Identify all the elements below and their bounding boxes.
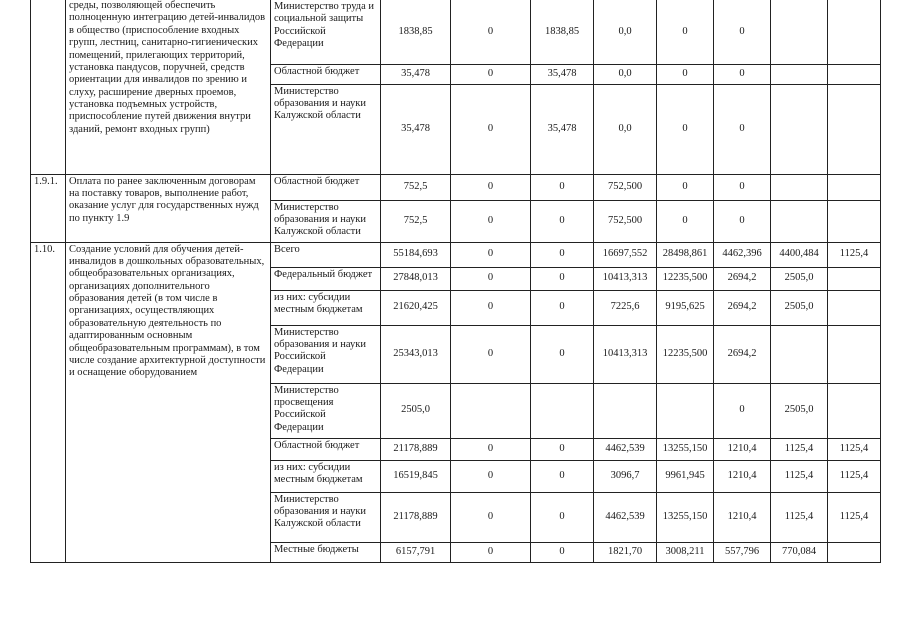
- value-cell: 0: [657, 64, 714, 84]
- funding-source: Министерство образования и науки Калужской области: [271, 84, 381, 174]
- value-cell: 0: [657, 174, 714, 200]
- budget-table-page: [30, 0, 881, 563]
- value-cell: 1838,85: [381, 0, 451, 64]
- value-cell: [828, 325, 881, 383]
- value-cell: 0: [714, 383, 771, 438]
- value-cell: 0: [657, 0, 714, 64]
- value-cell: 0: [451, 325, 531, 383]
- value-cell: [657, 383, 714, 438]
- value-cell: [531, 383, 594, 438]
- value-cell: 3096,7: [594, 460, 657, 492]
- value-cell: 21620,425: [381, 290, 451, 325]
- value-cell: 0: [531, 290, 594, 325]
- value-cell: 0: [657, 84, 714, 174]
- table-row: [31, 174, 881, 200]
- value-cell: 3008,211: [657, 542, 714, 562]
- value-cell: 0: [714, 174, 771, 200]
- value-cell: 21178,889: [381, 492, 451, 542]
- value-cell: 21178,889: [381, 438, 451, 460]
- value-cell: 12235,500: [657, 325, 714, 383]
- value-cell: 0: [531, 492, 594, 542]
- value-cell: [771, 325, 828, 383]
- value-cell: [828, 542, 881, 562]
- value-cell: 35,478: [381, 64, 451, 84]
- value-cell: [771, 200, 828, 242]
- funding-source: Областной бюджет: [271, 174, 381, 200]
- value-cell: 13255,150: [657, 492, 714, 542]
- value-cell: 4400,484: [771, 242, 828, 267]
- value-cell: 13255,150: [657, 438, 714, 460]
- value-cell: [451, 383, 531, 438]
- value-cell: 25343,013: [381, 325, 451, 383]
- funding-source: Министерство образования и науки Калужской области: [271, 492, 381, 542]
- value-cell: 0,0: [594, 64, 657, 84]
- value-cell: 7225,6: [594, 290, 657, 325]
- value-cell: [771, 64, 828, 84]
- value-cell: 6157,791: [381, 542, 451, 562]
- row-description: среды, позволяющей обеспечить полноценную интеграцию детей-инвалидов в общество (приспособление входных групп, лестниц, санитарно-гигиенических помещений, прилегающих территорий, установка пандусов, поручней, средств ориентации для инвалидов по зрению и слуху, расширение дверных проемов, установка подъемных устройств, приспособление путей движения внутри зданий, ремонт входных групп): [66, 0, 271, 174]
- value-cell: 752,5: [381, 200, 451, 242]
- value-cell: 35,478: [381, 84, 451, 174]
- value-cell: 1125,4: [828, 460, 881, 492]
- table-row: [31, 242, 881, 267]
- value-cell: [828, 290, 881, 325]
- value-cell: 1838,85: [531, 0, 594, 64]
- value-cell: 16697,552: [594, 242, 657, 267]
- value-cell: 1125,4: [828, 492, 881, 542]
- row-id: 1.9.1.: [31, 174, 66, 242]
- value-cell: 0: [451, 200, 531, 242]
- value-cell: 0: [451, 64, 531, 84]
- value-cell: 9195,625: [657, 290, 714, 325]
- value-cell: 35,478: [531, 64, 594, 84]
- value-cell: 752,500: [594, 200, 657, 242]
- value-cell: 0: [531, 267, 594, 290]
- value-cell: 2505,0: [771, 383, 828, 438]
- value-cell: 0: [531, 542, 594, 562]
- value-cell: 55184,693: [381, 242, 451, 267]
- value-cell: 752,500: [594, 174, 657, 200]
- value-cell: 1821,70: [594, 542, 657, 562]
- value-cell: [828, 383, 881, 438]
- value-cell: [828, 84, 881, 174]
- funding-source: Министерство образования и науки Российской Федерации: [271, 325, 381, 383]
- value-cell: 12235,500: [657, 267, 714, 290]
- value-cell: [828, 64, 881, 84]
- value-cell: 0: [714, 200, 771, 242]
- row-id: 1.10.: [31, 242, 66, 562]
- value-cell: [771, 84, 828, 174]
- value-cell: 0: [657, 200, 714, 242]
- value-cell: 0: [531, 460, 594, 492]
- value-cell: 557,796: [714, 542, 771, 562]
- value-cell: [828, 200, 881, 242]
- funding-source: из них: субсидии местным бюджетам: [271, 460, 381, 492]
- value-cell: 2505,0: [381, 383, 451, 438]
- value-cell: 2505,0: [771, 267, 828, 290]
- value-cell: 27848,013: [381, 267, 451, 290]
- value-cell: 28498,861: [657, 242, 714, 267]
- row-id: [31, 0, 66, 174]
- value-cell: 0: [451, 492, 531, 542]
- value-cell: 0: [451, 267, 531, 290]
- value-cell: 0: [451, 460, 531, 492]
- value-cell: 0: [531, 200, 594, 242]
- value-cell: 0: [451, 242, 531, 267]
- row-description: Оплата по ранее заключенным договорам на поставку товаров, выполнение работ, оказание услуг для государственных нужд по пункту 1.9: [66, 174, 271, 242]
- value-cell: 4462,539: [594, 492, 657, 542]
- value-cell: 1125,4: [828, 242, 881, 267]
- value-cell: 770,084: [771, 542, 828, 562]
- value-cell: 0: [451, 84, 531, 174]
- value-cell: 1125,4: [771, 438, 828, 460]
- value-cell: 0: [531, 174, 594, 200]
- value-cell: [594, 383, 657, 438]
- value-cell: 1210,4: [714, 438, 771, 460]
- value-cell: 35,478: [531, 84, 594, 174]
- value-cell: 0: [714, 0, 771, 64]
- funding-source: Областной бюджет: [271, 438, 381, 460]
- value-cell: 2694,2: [714, 290, 771, 325]
- value-cell: 0: [531, 325, 594, 383]
- value-cell: 16519,845: [381, 460, 451, 492]
- funding-source: Министерство образования и науки Калужской области: [271, 200, 381, 242]
- funding-source: Всего: [271, 242, 381, 267]
- value-cell: 0: [714, 64, 771, 84]
- value-cell: 2694,2: [714, 267, 771, 290]
- value-cell: [828, 267, 881, 290]
- funding-source: Федеральный бюджет: [271, 267, 381, 290]
- funding-source: Министерство труда и социальной защиты Российской Федерации: [271, 0, 381, 64]
- value-cell: 0: [451, 290, 531, 325]
- value-cell: [828, 0, 881, 64]
- value-cell: 10413,313: [594, 267, 657, 290]
- value-cell: 1210,4: [714, 492, 771, 542]
- table-row: [31, 0, 881, 64]
- value-cell: 4462,539: [594, 438, 657, 460]
- row-description: Создание условий для обучения детей-инвалидов в дошкольных образовательных, общеобразовательных организациях, организациях дополнительного образования детей (в том числе в организациях, осуществляющих образовательную деятельность по адаптированным основным общеобразовательным программам), в том числе создание архитектурной доступности и оснащение оборудованием: [66, 242, 271, 562]
- budget-table: [30, 0, 881, 563]
- value-cell: 752,5: [381, 174, 451, 200]
- value-cell: 2505,0: [771, 290, 828, 325]
- value-cell: 0: [451, 542, 531, 562]
- value-cell: 0: [451, 0, 531, 64]
- value-cell: 1125,4: [828, 438, 881, 460]
- value-cell: 10413,313: [594, 325, 657, 383]
- value-cell: [828, 174, 881, 200]
- funding-source: Министерство просвещения Российской Федерации: [271, 383, 381, 438]
- value-cell: 0: [451, 174, 531, 200]
- funding-source: Местные бюджеты: [271, 542, 381, 562]
- value-cell: 1125,4: [771, 492, 828, 542]
- table-body: [31, 0, 881, 562]
- value-cell: 2694,2: [714, 325, 771, 383]
- value-cell: 0: [714, 84, 771, 174]
- value-cell: 4462,396: [714, 242, 771, 267]
- value-cell: 0: [451, 438, 531, 460]
- value-cell: 9961,945: [657, 460, 714, 492]
- funding-source: из них: субсидии местным бюджетам: [271, 290, 381, 325]
- value-cell: 0: [531, 242, 594, 267]
- value-cell: [771, 174, 828, 200]
- value-cell: 1210,4: [714, 460, 771, 492]
- value-cell: [771, 0, 828, 64]
- value-cell: 0,0: [594, 84, 657, 174]
- value-cell: 0,0: [594, 0, 657, 64]
- value-cell: 1125,4: [771, 460, 828, 492]
- value-cell: 0: [531, 438, 594, 460]
- funding-source: Областной бюджет: [271, 64, 381, 84]
